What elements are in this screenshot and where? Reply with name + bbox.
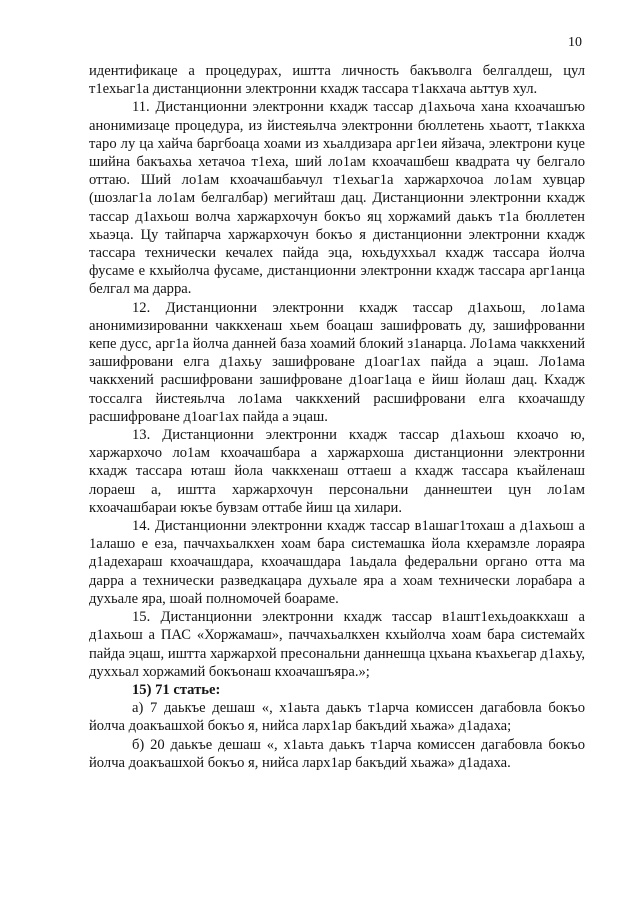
paragraph-item-14: 14. Дистанционни электронни кхадж тассар в1ашаг1тохаш а д1ахьош а 1алашо е еза, паччахьалкхен хоам бара системашка йола кхерамзле лораяра д1адехараш кхоачашдара, кхоачашдара 1аьдала федеральни органо отта ма дарра а технически разведкацара духьале яра а хоам технически лорабара а духьале яра, шоай полномочей боараме. [89, 518, 585, 607]
paragraph-item-15: 15. Дистанционни электронни кхадж тассар в1ашт1ехьдоаккхаш а д1ахьош а ПАС «Хоржамаш», паччахьалкхен кхыйолча хоам бара системайх пайда эцаш, иштта харжархой пресональни даннешца цхьана къахьегар д1ахьу, духхьал хоржамий бокъонаш кхоачашъяра.»; [89, 609, 585, 680]
paragraph-item-12: 12. Дистанционни электронни кхадж тассар д1ахьош, ло1ама анонимизированни чаккхенаш хьем боацаш зашифровать ду, зашифрованни кепе дусс, арг1а йолча данней база хоамий блокий з1анарца. Ло1ама чаккхений зашифровани елга д1ахьу зашифроване д1оаг1ах пайда а эцаш. Ло1ама чаккхений расшифровани зашифроване д1оаг1аца е йиш йолаш дац. Кхадж тоссалга йистеяьлча ло1ама чаккхений расшифровани елга кхоачашду расшифроване д1оаг1ах пайда а эцаш. [89, 299, 585, 425]
page-number: 10 [568, 35, 582, 50]
paragraph-item-11: 11. Дистанционни электронни кхадж тассар д1ахьоча хана кхоачашъю анонимизаце процедура, из йистеяьлча электронни бюллетень хьаотт, т1аккха таро лу ца хайча баргбоаца хоами из хьалдизара арг1еи яйзача, электрони куце шийна бакъахьа хетачоа т1еха, ший ло1ам кхоачашбеш квадрата чу белгало оттаю. Ший ло1ам кхоачашбаьчул т1ехьаг1а харжархочоа ло1ам хувцар (шозлаг1а ло1ам белгалбар) мегийташ дац. Дистанционни электронни кхадж тассар д1ахьош волча харжархочун бокъо яц хоржамий даькъ т1а бюллетен хьаэца. Цу тайпарча харжархочун бокъо я дистанционни электронни кхадж тассара технически кечалех пайда эца, юхьдуххьал кхадж тассара йолча фусаме е кхыйолча фусаме, дистанционни электронни кхадж тассара арг1анца белгал ма дарра. [89, 99, 585, 298]
paragraph-item-13: 13. Дистанционни электронни кхадж тассар д1ахьош кхоачо ю, харжархочо ло1ам кхоачашбара а харжархоша дистанционни электронни кхадж тассара юташ йола чаккхенаш оттаеш а кхадж тассара къайленаш лораеш а, иштта харжархочун персональни даннештеи цун ло1ам кхоачашбараи юкъе бувзам оттабе йиш ца хилари. [89, 427, 585, 516]
section-heading-article-71: 15) 71 статье: [132, 681, 221, 698]
document-body [89, 62, 585, 772]
paragraph-continuation: идентификаце а процедурах, иштта личность бакъволга белгалдеш, цул т1ехьаг1а дистанционни электронни кхадж тассара т1акхача аьттув хул. [89, 63, 585, 98]
paragraph-subitem-b: б) 20 даькъе дешаш «, х1аьта даькъ т1арча комиссен дагабовла бокъо йолча доакъашхой бокъо я, нийса ларх1ар бакъдий хьажа» д1адаха. [89, 736, 585, 771]
paragraph-subitem-a: а) 7 даькъе дешаш «, х1аьта даькъ т1арча комиссен дагабовла бокъо йолча доакъашхой бокъо я, нийса ларх1ар бакъдий хьажа» д1адаха; [89, 700, 585, 735]
